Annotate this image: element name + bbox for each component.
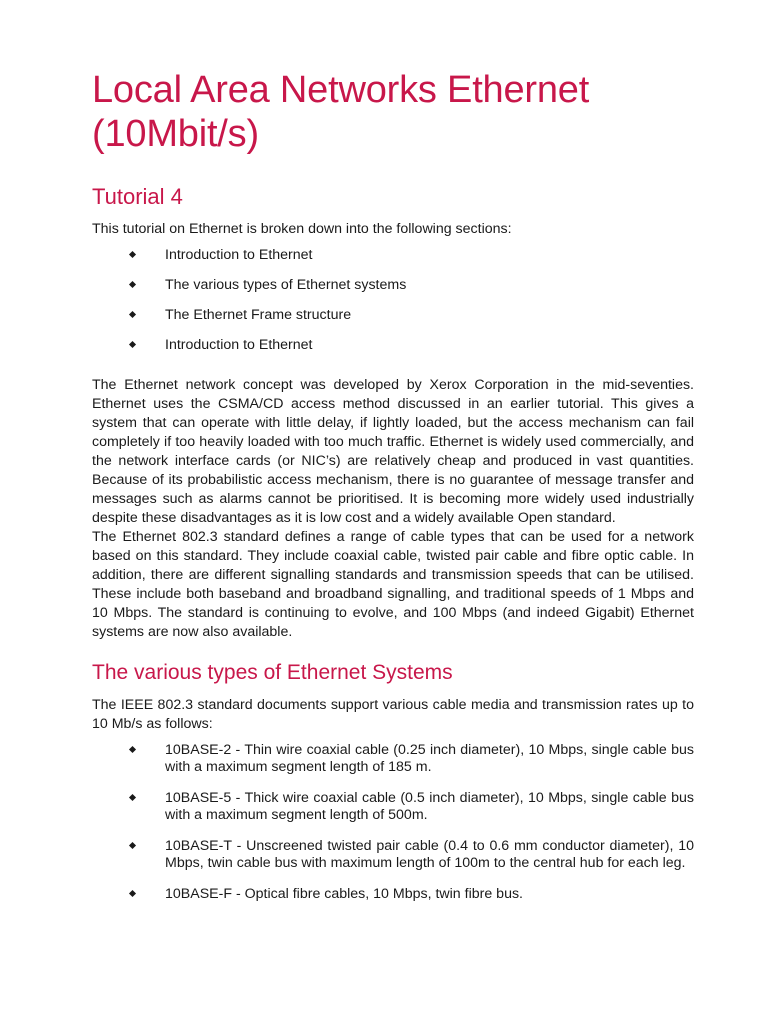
list-item-text: 10BASE-2 - Thin wire coaxial cable (0.25 inch diameter), 10 Mbps, single cable bus with a maximum segment length of 185 m. [165,742,694,775]
cable-media-list [92,742,694,903]
list-item [92,336,694,355]
diamond-bullet-icon [129,746,136,753]
list-item [92,742,694,776]
list-item-text: Introduction to Ethernet [165,337,313,353]
title-line-2: (10Mbit/s) [92,113,259,155]
diamond-bullet-icon [129,311,136,318]
list-item [92,790,694,824]
intro-paragraph: This tutorial on Ethernet is broken down into the following sections: [92,221,512,237]
list-item-text: The various types of Ethernet systems [165,277,407,293]
list-item [92,838,694,872]
diamond-bullet-icon [129,890,136,897]
diamond-bullet-icon [129,281,136,288]
list-item-text: 10BASE-T - Unscreened twisted pair cable (0.4 to 0.6 mm conductor diameter), 10 Mbps, twin cable bus with maximum length of 100m to the central hub for each leg. [165,838,694,871]
diamond-bullet-icon [129,251,136,258]
list-item-text: 10BASE-5 - Thick wire coaxial cable (0.5 inch diameter), 10 Mbps, single cable bus with a maximum segment length of 500m. [165,790,694,823]
page-title [92,68,694,156]
list-item-text: Introduction to Ethernet [165,247,313,263]
list-item [92,886,694,903]
tutorial-subtitle: Tutorial 4 [92,184,183,209]
section-heading: The various types of Ethernet Systems [92,661,453,684]
diamond-bullet-icon [129,341,136,348]
body-paragraph-1: The Ethernet network concept was developed by Xerox Corporation in the mid-seventies. Ethernet uses the CSMA/CD access method discussed in an earlier tutorial. This gives a system that can operate with little delay, if lightly loaded, but the access mechanism can fail completely if too heavily loaded with too much traffic. Ethernet is widely used commercially, and the network interface cards (or NIC’s) are relatively cheap and produced in vast quantities. Because of its probabilistic access mechanism, there is no guarantee of message transfer and messages such as alarms cannot be prioritised. It is becoming more widely used industrially despite these disadvantages as it is low cost and a widely available Open standard. [92,377,694,526]
title-line-1: Local Area Networks Ethernet [92,69,590,111]
body-paragraph-3: The IEEE 802.3 standard documents support various cable media and transmission rates up to 10 Mb/s as follows: [92,697,694,732]
list-item [92,246,694,265]
section-list [92,246,694,355]
list-item-text: The Ethernet Frame structure [165,307,352,323]
list-item-text: 10BASE-F - Optical fibre cables, 10 Mbps, twin fibre bus. [165,886,523,902]
list-item [92,306,694,325]
body-paragraph-2: The Ethernet 802.3 standard defines a range of cable types that can be used for a network based on this standard. They include coaxial cable, twisted pair cable and fibre optic cable. In addition, there are different signalling standards and transmission speeds that can be utilised. These include both baseband and broadband signalling, and traditional speeds of 1 Mbps and 10 Mbps. The standard is continuing to evolve, and 100 Mbps (and indeed Gigabit) Ethernet systems are now also available. [92,529,694,640]
list-item [92,276,694,295]
diamond-bullet-icon [129,794,136,801]
diamond-bullet-icon [129,842,136,849]
